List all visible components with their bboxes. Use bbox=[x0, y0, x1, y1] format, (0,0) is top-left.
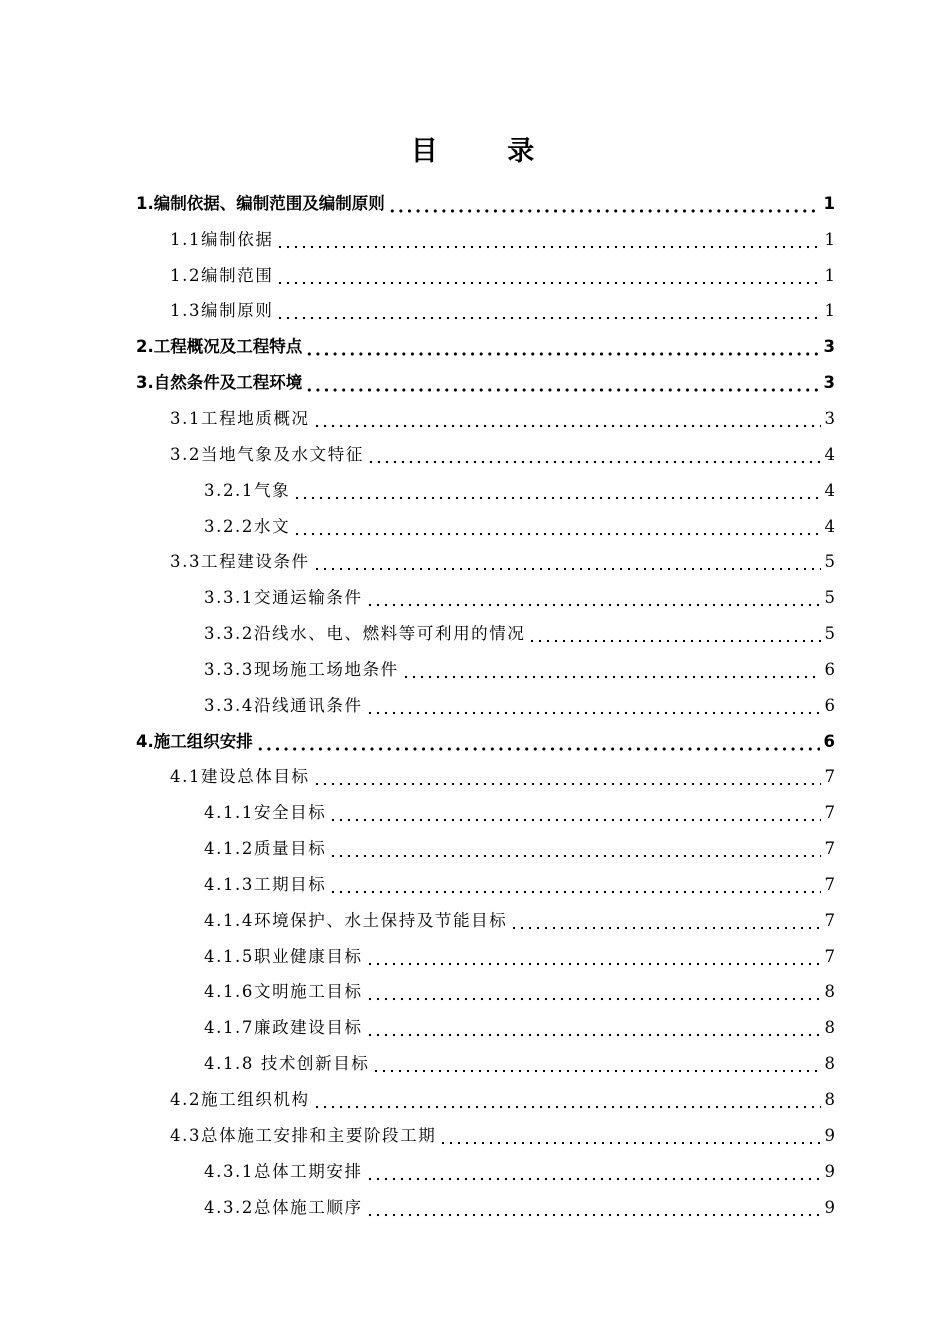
dot-leader bbox=[366, 947, 821, 967]
toc-entry-label: 4.1.1安全目标 bbox=[204, 803, 327, 823]
toc-entry-page-number: 3 bbox=[823, 373, 835, 393]
dot-leader bbox=[313, 552, 821, 572]
toc-entry-level-2[interactable] bbox=[0, 401, 950, 437]
toc-entry-page-number: 7 bbox=[824, 910, 835, 930]
dot-leader bbox=[366, 696, 821, 716]
toc-entry-level-3[interactable] bbox=[0, 1010, 950, 1046]
toc-entry-label: 2.工程概况及工程特点 bbox=[136, 337, 303, 357]
toc-entry-level-3[interactable] bbox=[0, 1190, 950, 1226]
toc-entry-level-1[interactable] bbox=[0, 724, 950, 760]
toc-entry-label: 4.施工组织安排 bbox=[136, 731, 253, 751]
toc-entry-label: 3.3.4沿线通讯条件 bbox=[204, 695, 363, 715]
toc-entry-label: 3.3.2沿线水、电、燃料等可利用的情况 bbox=[204, 624, 526, 644]
toc-entry-page-number: 1 bbox=[824, 229, 835, 249]
dot-leader bbox=[372, 1054, 820, 1074]
dot-leader bbox=[276, 301, 820, 321]
toc-entry-label: 3.2.2水文 bbox=[204, 516, 291, 536]
toc-entry-label: 4.1.4环境保护、水土保持及节能目标 bbox=[204, 910, 508, 930]
toc-entry-level-3[interactable] bbox=[0, 939, 950, 975]
toc-entry-page-number: 7 bbox=[824, 874, 835, 894]
toc-entry-page-number: 1 bbox=[824, 265, 835, 285]
dot-leader bbox=[367, 445, 821, 465]
toc-entry-label: 3.自然条件及工程环境 bbox=[136, 373, 303, 393]
toc-entry-level-3[interactable] bbox=[0, 1046, 950, 1082]
toc-entry-label: 4.1建设总体目标 bbox=[170, 767, 310, 787]
toc-entry-page-number: 3 bbox=[824, 408, 835, 428]
toc-entry-page-number: 6 bbox=[824, 695, 835, 715]
dot-leader bbox=[366, 1162, 821, 1182]
toc-entry-page-number: 5 bbox=[824, 588, 835, 608]
toc-entry-level-3[interactable] bbox=[0, 688, 950, 724]
dot-leader bbox=[313, 767, 821, 787]
toc-entry-page-number: 7 bbox=[824, 767, 835, 787]
dot-leader bbox=[305, 337, 819, 357]
toc-entry-page-number: 7 bbox=[824, 839, 835, 859]
toc-entry-page-number: 7 bbox=[824, 803, 835, 823]
toc-entry-level-3[interactable] bbox=[0, 795, 950, 831]
toc-entry-label: 4.2施工组织机构 bbox=[170, 1090, 310, 1110]
toc-entry-label: 1.2编制范围 bbox=[170, 265, 274, 285]
dot-leader bbox=[528, 624, 820, 644]
toc-entry-page-number: 6 bbox=[824, 659, 835, 679]
toc-entry-level-3[interactable] bbox=[0, 975, 950, 1011]
toc-entry-page-number: 4 bbox=[824, 480, 835, 500]
dot-leader bbox=[256, 732, 820, 752]
dot-leader bbox=[329, 839, 820, 859]
toc-entry-level-3[interactable] bbox=[0, 473, 950, 509]
toc-entry-page-number: 8 bbox=[824, 1054, 835, 1074]
toc-entry-label: 3.1工程地质概况 bbox=[170, 408, 310, 428]
toc-entry-page-number: 9 bbox=[824, 1197, 835, 1217]
toc-entry-page-number: 9 bbox=[824, 1161, 835, 1181]
toc-entry-label: 4.1.3工期目标 bbox=[204, 874, 327, 894]
toc-entry-level-3[interactable] bbox=[0, 1154, 950, 1190]
toc-entry-label: 4.1.8 技术创新目标 bbox=[204, 1054, 370, 1074]
toc-entry-level-3[interactable] bbox=[0, 867, 950, 903]
dot-leader bbox=[402, 660, 821, 680]
dot-leader bbox=[313, 409, 821, 429]
toc-title: 目 录 bbox=[410, 136, 565, 167]
toc-entry-level-2[interactable] bbox=[0, 1118, 950, 1154]
toc-entry-level-2[interactable] bbox=[0, 258, 950, 294]
toc-entry-label: 3.3.1交通运输条件 bbox=[204, 588, 363, 608]
toc-entry-label: 1.3编制原则 bbox=[170, 301, 274, 321]
dot-leader bbox=[366, 982, 821, 1002]
toc-entry-label: 1.编制依据、编制范围及编制原则 bbox=[136, 193, 385, 213]
toc-entry-level-2[interactable] bbox=[0, 544, 950, 580]
toc-entry-page-number: 8 bbox=[824, 1090, 835, 1110]
dot-leader bbox=[366, 1018, 821, 1038]
dot-leader bbox=[329, 803, 820, 823]
toc-entry-page-number: 6 bbox=[823, 731, 835, 751]
dot-leader bbox=[366, 588, 821, 608]
toc-entry-level-3[interactable] bbox=[0, 831, 950, 867]
toc-entry-level-2[interactable] bbox=[0, 437, 950, 473]
toc-entry-label: 4.1.6文明施工目标 bbox=[204, 982, 363, 1002]
toc-entry-page-number: 5 bbox=[824, 552, 835, 572]
toc-entry-level-3[interactable] bbox=[0, 903, 950, 939]
toc-entry-level-2[interactable] bbox=[0, 294, 950, 330]
dot-leader bbox=[329, 875, 820, 895]
toc-entry-label: 4.3总体施工安排和主要阶段工期 bbox=[170, 1125, 437, 1145]
toc-entry-label: 3.3工程建设条件 bbox=[170, 552, 310, 572]
toc-entry-page-number: 4 bbox=[824, 444, 835, 464]
toc-entry-level-1[interactable] bbox=[0, 186, 950, 222]
dot-leader bbox=[276, 266, 820, 286]
toc-entry-level-2[interactable] bbox=[0, 1082, 950, 1118]
toc-entry-label: 4.1.5职业健康目标 bbox=[204, 946, 363, 966]
dot-leader bbox=[313, 1090, 821, 1110]
dot-leader bbox=[510, 911, 820, 931]
dot-leader bbox=[293, 517, 820, 537]
toc-entry-page-number: 9 bbox=[824, 1125, 835, 1145]
toc-entry-page-number: 5 bbox=[824, 624, 835, 644]
toc-entry-level-1[interactable] bbox=[0, 329, 950, 365]
toc-list bbox=[0, 186, 950, 1225]
dot-leader bbox=[293, 481, 820, 501]
toc-entry-label: 3.2.1气象 bbox=[204, 480, 291, 500]
toc-entry-page-number: 7 bbox=[824, 946, 835, 966]
dot-leader bbox=[388, 194, 820, 214]
toc-entry-page-number: 3 bbox=[823, 337, 835, 357]
toc-entry-label: 4.1.7廉政建设目标 bbox=[204, 1018, 363, 1038]
toc-entry-level-2[interactable] bbox=[0, 222, 950, 258]
toc-entry-label: 1.1编制依据 bbox=[170, 229, 274, 249]
toc-entry-label: 4.3.2总体施工顺序 bbox=[204, 1197, 363, 1217]
toc-entry-page-number: 1 bbox=[824, 301, 835, 321]
toc-entry-level-3[interactable] bbox=[0, 616, 950, 652]
toc-entry-label: 3.3.3现场施工场地条件 bbox=[204, 659, 399, 679]
toc-entry-label: 4.3.1总体工期安排 bbox=[204, 1161, 363, 1181]
toc-entry-level-1[interactable] bbox=[0, 365, 950, 401]
toc-entry-level-3[interactable] bbox=[0, 509, 950, 545]
dot-leader bbox=[366, 1198, 821, 1218]
toc-entry-level-3[interactable] bbox=[0, 580, 950, 616]
toc-entry-label: 4.1.2质量目标 bbox=[204, 839, 327, 859]
toc-entry-page-number: 8 bbox=[824, 982, 835, 1002]
dot-leader bbox=[276, 230, 820, 250]
toc-entry-label: 3.2当地气象及水文特征 bbox=[170, 444, 364, 464]
toc-entry-level-3[interactable] bbox=[0, 652, 950, 688]
toc-entry-level-2[interactable] bbox=[0, 760, 950, 796]
dot-leader bbox=[439, 1126, 820, 1146]
toc-entry-page-number: 1 bbox=[823, 193, 835, 213]
toc-entry-page-number: 8 bbox=[824, 1018, 835, 1038]
toc-entry-page-number: 4 bbox=[824, 516, 835, 536]
dot-leader bbox=[305, 373, 819, 393]
